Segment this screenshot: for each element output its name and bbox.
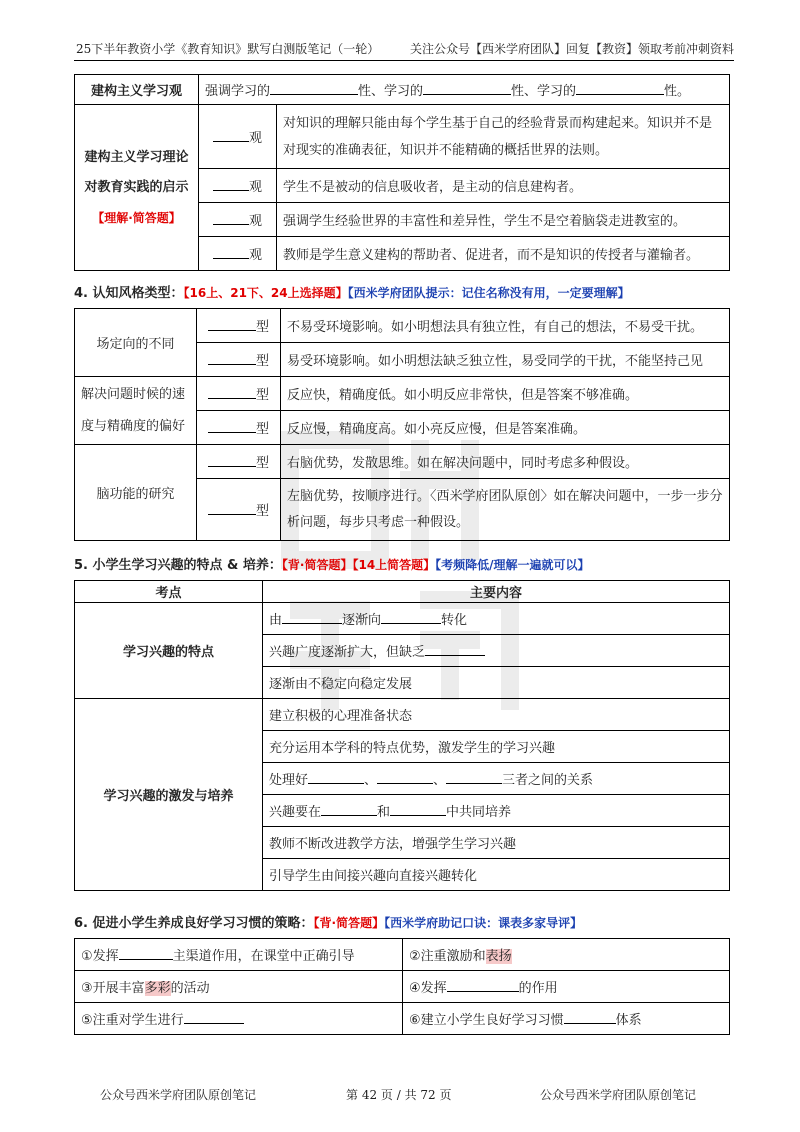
footer-left: 公众号西米学府团队原创笔记 bbox=[100, 1088, 257, 1102]
teacher-view-blank: 观 bbox=[199, 237, 277, 271]
habit-strategy-4: ④发挥 的作用 bbox=[403, 971, 730, 1003]
cultivate-6: 引导学生由间接兴趣向直接兴趣转化 bbox=[263, 859, 730, 891]
understand-tag: 【理解·简答题】 bbox=[92, 210, 181, 225]
habit-strategy-1: ①发挥 主渠道作用，在课堂中正确引导 bbox=[75, 939, 403, 971]
feature-2: 兴趣广度逐渐扩大，但缺乏 bbox=[263, 635, 730, 667]
habit-strategy-5: ⑤注重对学生进行 bbox=[75, 1003, 403, 1035]
constructivism-theory-label: 建构主义学习理论 对教育实践的启示 【理解·简答题】 bbox=[75, 105, 199, 271]
footer-right: 公众号西米学府团队原创笔记 bbox=[540, 1088, 697, 1102]
field-dependent-text: 易受环境影响。如小明想法缺乏独立性，易受同学的干扰，不能坚持己见 bbox=[281, 343, 730, 377]
constructivism-view-content: 强调学习的 性、学习的 性、学习的 性。 bbox=[199, 75, 730, 105]
field-independent-text: 不易受环境影响。如小明想法具有独立性，有自己的想法，不易受干扰。 bbox=[281, 309, 730, 343]
knowledge-view-text: 对知识的理解只能由每个学生基于自己的经验背景而构建起来。知识并不是对现实的准确表征，知识并不能精确的概括世界的法则。 bbox=[277, 105, 730, 169]
study-habits-table bbox=[74, 938, 730, 1035]
habit-strategy-3: ③开展丰富多彩的活动 bbox=[75, 971, 403, 1003]
reflective-text: 反应慢，精确度高。如小亮反应慢，但是答案准确。 bbox=[281, 411, 730, 445]
field-dependent-blank: 型 bbox=[197, 343, 281, 377]
topic-header: 考点 bbox=[75, 581, 263, 603]
feature-3: 逐渐由不稳定向稳定发展 bbox=[263, 667, 730, 699]
interest-cultivation-label: 学习兴趣的激发与培养 bbox=[75, 699, 263, 891]
section-6-heading: 6. 促进小学生养成良好学习习惯的策略：【背·简答题】【西米学府助记口诀：课表多家导评】 bbox=[74, 916, 583, 931]
divergent-text: 右脑优势，发散思维。如在解决问题中，同时考虑多种假设。 bbox=[281, 445, 730, 479]
interest-features-label: 学习兴趣的特点 bbox=[75, 603, 263, 699]
brain-function-label: 脑功能的研究 bbox=[75, 445, 197, 541]
cultivate-4: 兴趣要在 和 中共同培养 bbox=[263, 795, 730, 827]
cultivate-3: 处理好 、 、 三者之间的关系 bbox=[263, 763, 730, 795]
header-left-text: 25下半年教资小学《教育知识》默写白测版笔记（一轮） bbox=[76, 42, 380, 56]
knowledge-view-blank: 观 bbox=[199, 105, 277, 169]
page-header bbox=[74, 40, 734, 61]
convergent-blank: 型 bbox=[197, 479, 281, 541]
divergent-blank: 型 bbox=[197, 445, 281, 479]
teacher-view-text: 教师是学生意义建构的帮助者、促进者，而不是知识的传授者与灌输者。 bbox=[277, 237, 730, 271]
impulsive-text: 反应快，精确度低。如小明反应非常快，但是答案不够准确。 bbox=[281, 377, 730, 411]
content-header: 主要内容 bbox=[263, 581, 730, 603]
learning-interest-table bbox=[74, 580, 730, 891]
impulsive-blank: 型 bbox=[197, 377, 281, 411]
speed-accuracy-label: 解决问题时候的速 度与精确度的偏好 bbox=[75, 377, 197, 445]
habit-strategy-6: ⑥建立小学生良好学习习惯 体系 bbox=[403, 1003, 730, 1035]
learning-view-blank: 观 bbox=[199, 203, 277, 237]
habit-strategy-2: ②注重激励和表扬 bbox=[403, 939, 730, 971]
feature-1: 由 逐渐向 转化 bbox=[263, 603, 730, 635]
learning-view-text: 强调学生经验世界的丰富性和差异性，学生不是空着脑袋走进教室的。 bbox=[277, 203, 730, 237]
section-5-heading: 5. 小学生学习兴趣的特点 & 培养：【背·简答题】【14上简答题】【考频降低/理解一遍就可以】 bbox=[74, 558, 590, 573]
constructivism-view-label: 建构主义学习观 bbox=[75, 75, 199, 105]
cultivate-2: 充分运用本学科的特点优势，激发学生的学习兴趣 bbox=[263, 731, 730, 763]
student-view-text: 学生不是被动的信息吸收者，是主动的信息建构者。 bbox=[277, 169, 730, 203]
cognitive-style-table bbox=[74, 308, 730, 541]
reflective-blank: 型 bbox=[197, 411, 281, 445]
header-right-text: 关注公众号【西米学府团队】回复【教资】领取考前冲刺资料 bbox=[409, 42, 734, 56]
field-dependence-label: 场定向的不同 bbox=[75, 309, 197, 377]
field-independent-blank: 型 bbox=[197, 309, 281, 343]
cultivate-5: 教师不断改进教学方法，增强学生学习兴趣 bbox=[263, 827, 730, 859]
convergent-text: 左脑优势，按顺序进行。〈西米学府团队原创〉如在解决问题中，一步一步分析问题，每步只考虑一种假设。 bbox=[281, 479, 730, 541]
cultivate-1: 建立积极的心理准备状态 bbox=[263, 699, 730, 731]
constructivism-table bbox=[74, 74, 730, 271]
student-view-blank: 观 bbox=[199, 169, 277, 203]
section-4-heading: 4. 认知风格类型：【16上、21下、24上选择题】【西米学府团队提示：记住名称没有用，一定要理解】 bbox=[74, 286, 630, 301]
page-number: 第 42 页 / 共 72 页 bbox=[346, 1088, 452, 1102]
